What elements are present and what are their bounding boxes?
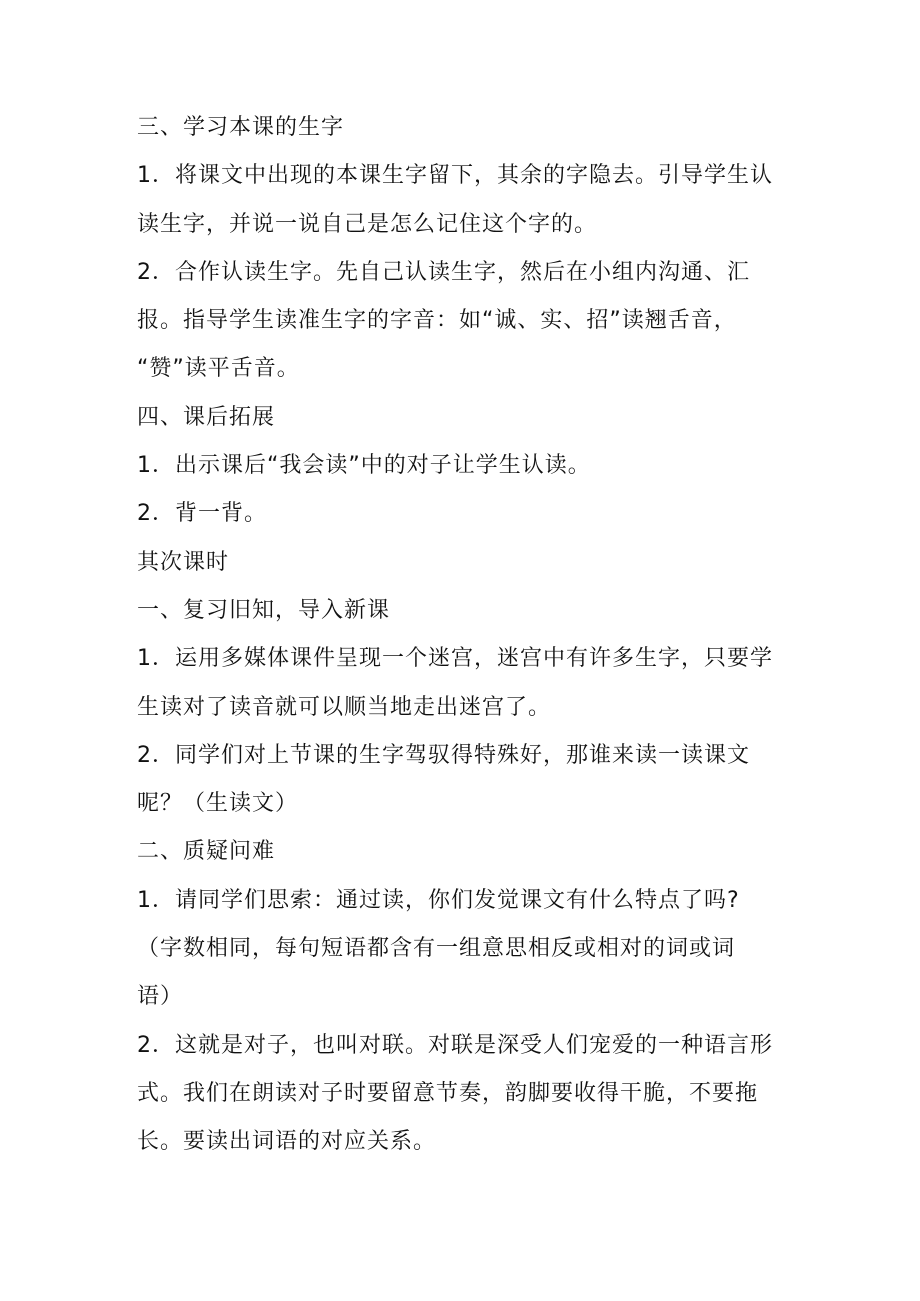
- paragraph-line: 式。我们在朗读对子时要留意节奏，韵脚要收得干脆，不要拖: [137, 1080, 759, 1106]
- paragraph-line: 1．出示课后“我会读”中的对子让学生认读。: [137, 453, 591, 479]
- lesson-heading-second: 其次课时: [137, 549, 230, 575]
- paragraph-line: （字数相同，每句短语都含有一组意思相反或相对的词或词: [137, 936, 736, 962]
- paragraph-line: “赞”读平舌音。: [137, 356, 300, 382]
- paragraph-line: 1．将课文中出现的本课生字留下，其余的字隐去。引导学生认: [137, 163, 773, 189]
- document-page: [137, 104, 787, 1167]
- paragraph-line: 生读对了读音就可以顺当地走出迷宫了。: [137, 694, 552, 720]
- section-heading-review: 一、复习旧知，导入新课: [137, 597, 391, 623]
- paragraph-line: 2．合作认读生字。先自己认读生字，然后在小组内沟通、汇: [137, 259, 750, 285]
- paragraph-line: 读生字，并说一说自己是怎么记住这个字的。: [137, 211, 598, 237]
- section-heading-learn-characters: 三、学习本课的生字: [137, 115, 345, 140]
- section-heading-questions: 二、质疑问难: [137, 839, 276, 865]
- paragraph-line: 呢？（生读文）: [137, 791, 299, 817]
- paragraph-line: 2．这就是对子，也叫对联。对联是深受人们宠爱的一种语言形: [137, 1032, 773, 1058]
- paragraph-line: 长。要读出词语的对应关系。: [137, 1129, 437, 1155]
- paragraph-line: 2．背一背。: [137, 501, 267, 527]
- paragraph-line: 语）: [137, 984, 184, 1010]
- section-heading-extension: 四、课后拓展: [137, 404, 276, 430]
- paragraph-line: 报。指导学生读准生字的字音：如“诚、实、招”读翘舌音，: [137, 308, 737, 334]
- paragraph-line: 1．请同学们思索：通过读，你们发觉课文有什么特点了吗?: [137, 887, 740, 913]
- paragraph-line: 1．运用多媒体课件呈现一个迷宫，迷宫中有许多生字，只要学: [137, 646, 773, 672]
- paragraph-line: 2．同学们对上节课的生字驾驭得特殊好，那谁来读一读课文: [137, 742, 750, 768]
